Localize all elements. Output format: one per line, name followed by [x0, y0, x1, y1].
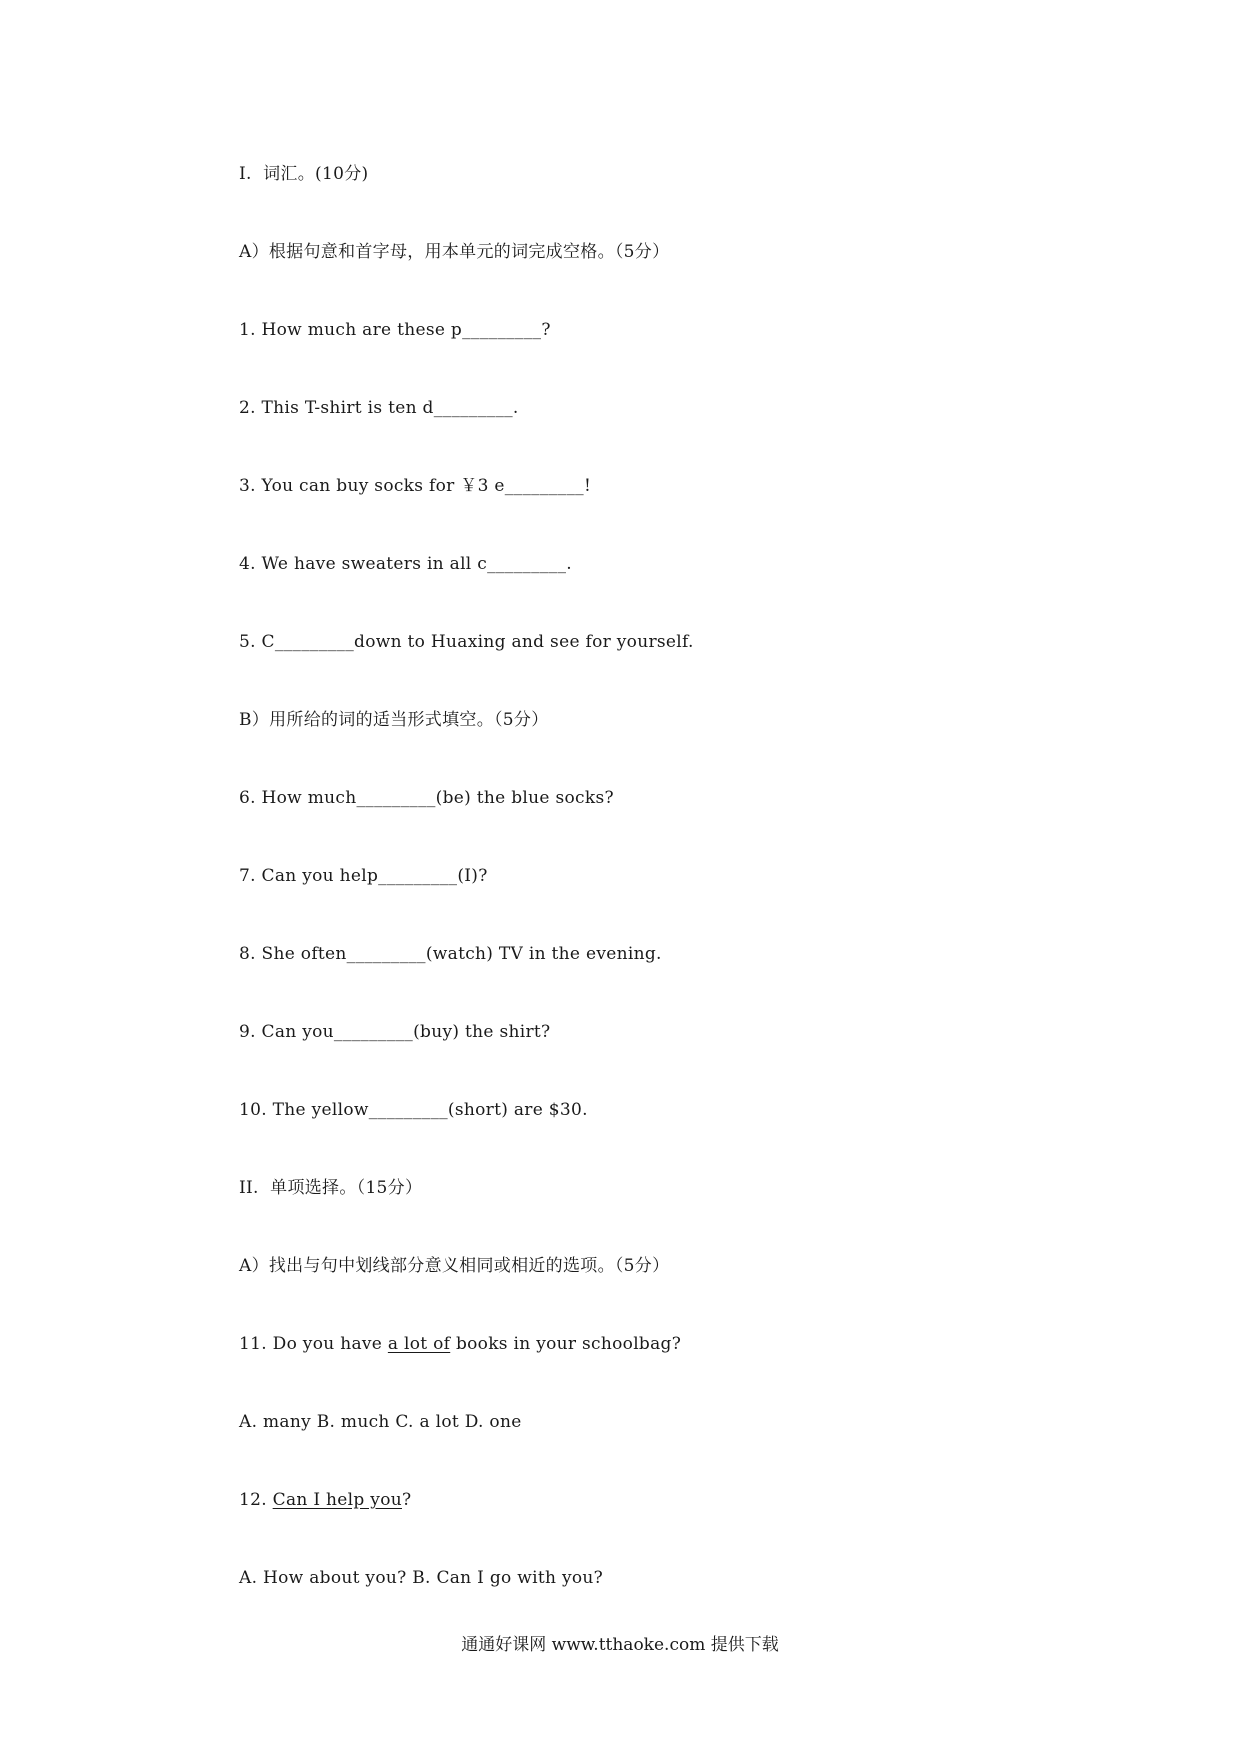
question-10: 10. The yellow_________(short) are $30. [239, 1100, 588, 1120]
question-12-prefix: 12. [239, 1490, 273, 1510]
question-9: 9. Can you_________(buy) the shirt? [239, 1022, 551, 1042]
question-8: 8. She often_________(watch) TV in the evening. [239, 944, 662, 964]
question-11 [239, 1333, 681, 1355]
question-11-underlined: a lot of [387, 1334, 451, 1354]
section-1a-instruction: A）根据句意和首字母，用本单元的词完成空格。（5分） [239, 242, 670, 262]
question-1: 1. How much are these p_________? [239, 320, 551, 340]
question-12-underlined: Can I help you [272, 1490, 402, 1510]
question-12-options: A. How about you? B. Can I go with you? [239, 1568, 604, 1588]
question-2: 2. This T-shirt is ten d_________. [239, 398, 519, 418]
question-6: 6. How much_________(be) the blue socks? [239, 788, 614, 808]
page-footer: 通通好课网 www.tthaoke.com 提供下载 [461, 1635, 779, 1655]
question-3: 3. You can buy socks for ￥3 e_________! [239, 476, 592, 496]
section-1b-instruction: B）用所给的词的适当形式填空。（5分） [239, 710, 549, 730]
question-4: 4. We have sweaters in all c_________. [239, 554, 572, 574]
question-11-options: A. many B. much C. a lot D. one [239, 1412, 522, 1432]
question-7: 7. Can you help_________(I)? [239, 866, 488, 886]
question-12-suffix: ? [401, 1490, 412, 1510]
section-2a-instruction: A）找出与句中划线部分意义相同或相近的选项。（5分） [239, 1256, 670, 1276]
question-11-suffix: books in your schoolbag? [450, 1334, 682, 1354]
question-5: 5. C_________down to Huaxing and see for yourself. [239, 632, 694, 652]
question-11-prefix: 11. Do you have [239, 1334, 388, 1354]
section-1-heading: I. 词汇。(10分) [239, 164, 369, 184]
question-12 [239, 1489, 411, 1511]
section-2-heading: II. 单项选择。（15分） [239, 1178, 423, 1198]
